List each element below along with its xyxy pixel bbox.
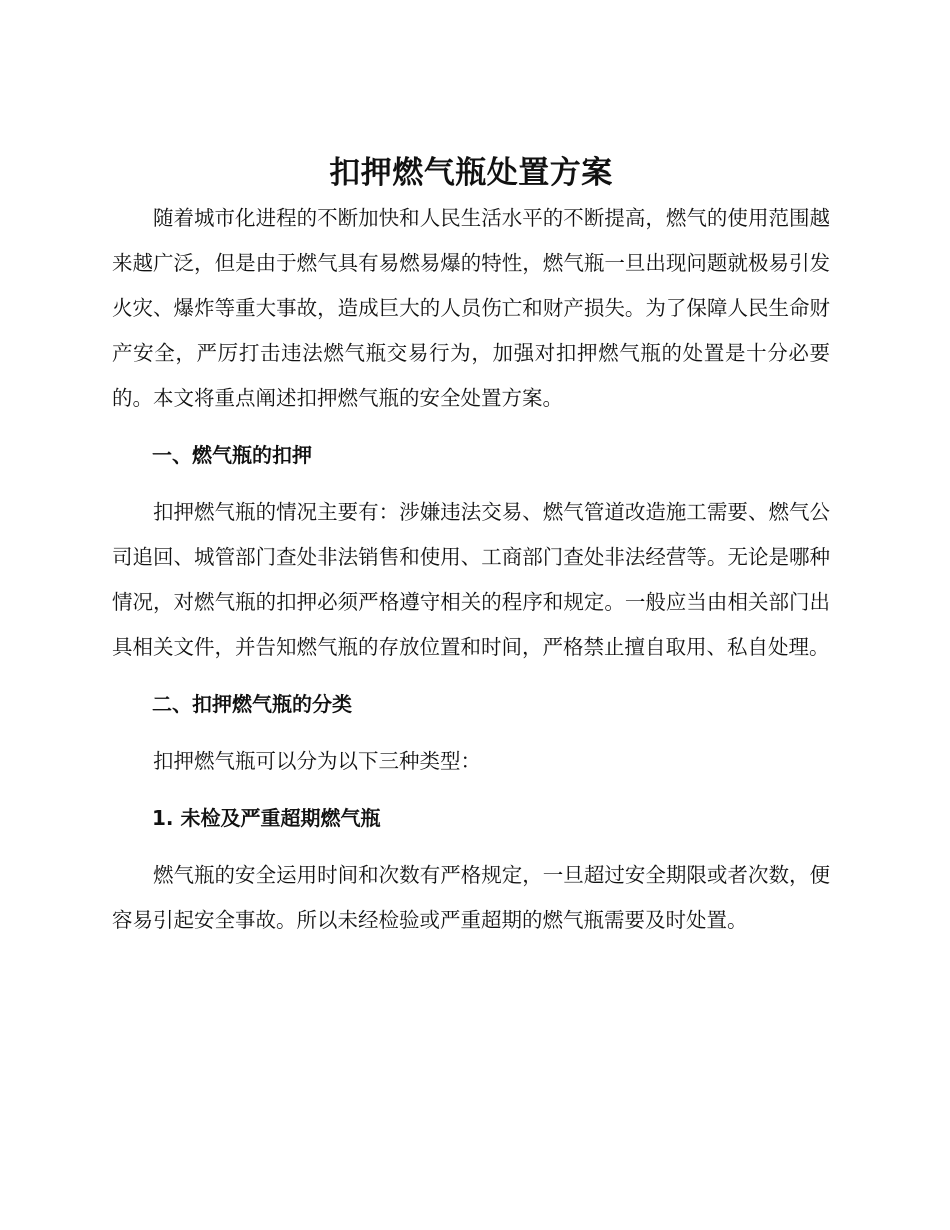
subsection-1-heading: 1. 未检及严重超期燃气瓶 <box>152 806 381 830</box>
spacer <box>112 478 830 490</box>
spacer <box>112 841 830 853</box>
section-2-heading: 二、扣押燃气瓶的分类 <box>152 692 352 716</box>
document-title: 扣押燃气瓶处置方案 <box>329 155 613 191</box>
spacer <box>112 421 830 433</box>
spacer <box>112 784 830 796</box>
spacer <box>112 670 830 682</box>
spacer <box>112 727 830 739</box>
document-page <box>112 150 830 943</box>
subsection-1-paragraph: 燃气瓶的安全运用时间和次数有严格规定，一旦超过安全期限或者次数，便容易引起安全事故。所以未经检验或严重超期的燃气瓶需要及时处置。 <box>112 863 830 932</box>
intro-paragraph: 随着城市化进程的不断加快和人民生活水平的不断提高，燃气的使用范围越来越广泛，但是由于燃气具有易燃易爆的特性，燃气瓶一旦出现问题就极易引发火灾、爆炸等重大事故，造成巨大的人员伤亡和财产损失。为了保障人民生命财产安全，严厉打击违法燃气瓶交易行为，加强对扣押燃气瓶的处置是十分必要的。本文将重点阐述扣押燃气瓶的安全处置方案。 <box>112 206 830 410</box>
section-1-heading: 一、燃气瓶的扣押 <box>152 443 312 467</box>
section-2-paragraph: 扣押燃气瓶可以分为以下三种类型： <box>153 749 481 773</box>
section-1-paragraph: 扣押燃气瓶的情况主要有：涉嫌违法交易、燃气管道改造施工需要、燃气公司追回、城管部门查处非法销售和使用、工商部门查处非法经营等。无论是哪种情况，对燃气瓶的扣押必须严格遵守相关的程序和规定。一般应当由相关部门出具相关文件，并告知燃气瓶的存放位置和时间，严格禁止擅自取用、私自处理。 <box>112 500 830 659</box>
